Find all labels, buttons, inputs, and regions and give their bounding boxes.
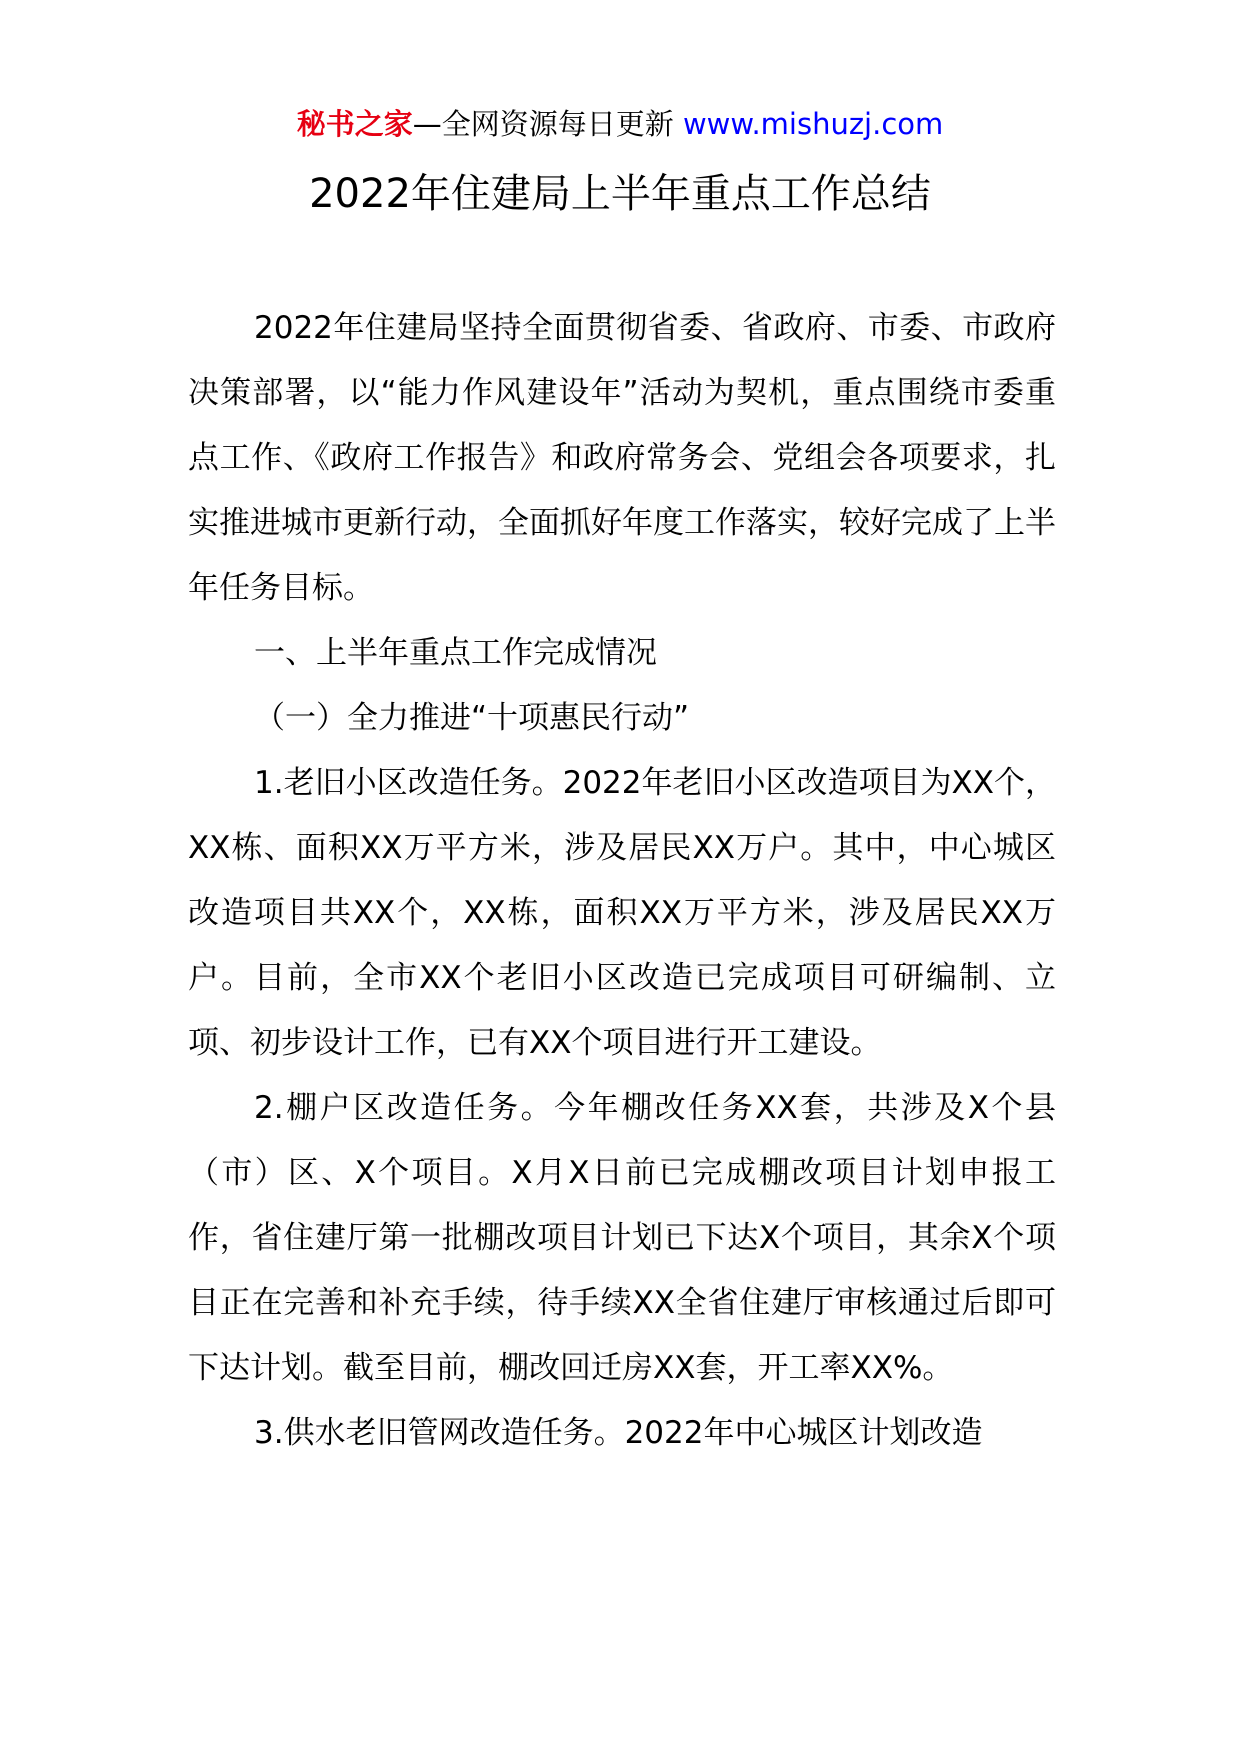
item-shantytown-renovation: 2.棚户区改造任务。今年棚改任务XX套，共涉及X个县（市）区、X个项目。X月X日前已完成棚改项目计划申报工作，省住建厅第一批棚改项目计划已下达X个项目，其余X个项目正在完善和补充手续，待手续XX全省住建厅审核通过后即可下达计划。截至目前，棚改回迁房XX套，开工率XX%。 — [188, 1090, 1056, 1386]
document-body — [188, 296, 1056, 1466]
site-header — [0, 104, 1240, 144]
site-brand: 秘书之家 — [296, 107, 413, 141]
site-slogan: —全网资源每日更新 — [412, 107, 674, 141]
document-title: 2022年住建局上半年重点工作总结 — [309, 171, 931, 217]
section-heading: 一、上半年重点工作完成情况 — [254, 635, 657, 671]
intro-paragraph: 2022年住建局坚持全面贯彻省委、省政府、市委、市政府决策部署，以“能力作风建设年”活动为契机，重点围绕市委重点工作、《政府工作报告》和政府常务会、党组会各项要求，扎实推进城市更新行动，全面抓好年度工作落实，较好完成了上半年任务目标。 — [188, 310, 1056, 606]
site-url-link[interactable]: www.mishuzj.com — [682, 107, 944, 141]
subsection-heading: （一）全力推进“十项惠民行动” — [254, 700, 690, 736]
item-water-pipe-renovation: 3.供水老旧管网改造任务。2022年中心城区计划改造 — [254, 1415, 983, 1451]
item-old-community-renovation: 1.老旧小区改造任务。2022年老旧小区改造项目为XX个，XX栋、面积XX万平方米，涉及居民XX万户。其中，中心城区改造项目共XX个，XX栋，面积XX万平方米，涉及居民XX万户。目前，全市XX个老旧小区改造已完成项目可研编制、立项、初步设计工作，已有XX个项目进行开工建设。 — [188, 765, 1056, 1061]
